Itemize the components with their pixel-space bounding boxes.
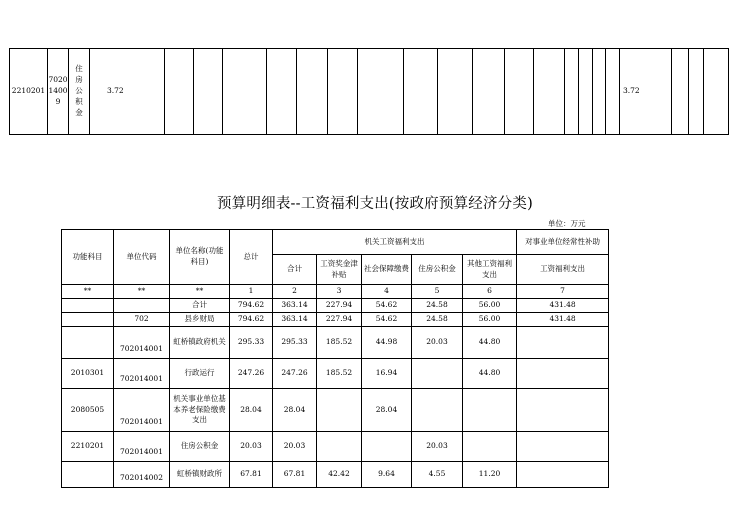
- table-row: 702 县乡财局 794.62 363.14 227.94 54.62 24.58 56.00 431.48: [62, 313, 609, 327]
- top-unit-code: 7020 1400 9: [48, 49, 69, 135]
- header-subsidy-group: 对事业单位经常性补助: [517, 230, 609, 255]
- table-row: 合计 794.62 363.14 227.94 54.62 24.58 56.00 431.48: [62, 299, 609, 313]
- header-subtotal: 合计: [273, 255, 317, 285]
- header-other-wage: 其他工资福利支出: [463, 255, 517, 285]
- header-unit-code: 单位代码: [114, 230, 170, 285]
- header-org-wage: 机关工资福利支出: [273, 230, 517, 255]
- budget-detail-table: [61, 229, 609, 488]
- header-wage-bonus: 工资奖金津补贴: [317, 255, 362, 285]
- header-func-subject: 功能科目: [62, 230, 114, 285]
- unit-label: 单位：万元: [548, 219, 586, 228]
- header-social-security: 社会保障缴费: [362, 255, 412, 285]
- page-title: 预算明细表--工资福利支出(按政府预算经济分类): [217, 196, 533, 212]
- table-row: 2080505 702014001 机关事业单位基本养老保险缴费支出 28.04 28.04 28.04: [62, 389, 609, 432]
- previous-page-table-fragment: [9, 48, 729, 135]
- top-table-row: [10, 49, 729, 135]
- header-row-1: [62, 230, 609, 255]
- table-row: 2010301 702014001 行政运行 247.26 247.26 185.52 16.94 44.80: [62, 359, 609, 389]
- top-unit-name: 住 房 公 积 金: [69, 49, 90, 135]
- header-unit-name: 单位名称(功能科目): [170, 230, 230, 285]
- header-wage-subsidy: 工资福利支出: [517, 255, 609, 285]
- top-func-code: 2210201: [10, 49, 48, 135]
- header-housing-fund: 住房公积金: [412, 255, 463, 285]
- top-total: 3.72: [90, 49, 165, 135]
- top-housing-fund: 3.72: [620, 49, 672, 135]
- header-total: 总计: [230, 230, 273, 285]
- table-row: 2210201 702014001 住房公积金 20.03 20.03 20.03: [62, 432, 609, 462]
- table-row: 702014001 虹桥镇政府机关 295.33 295.33 185.52 44.98 20.03 44.80: [62, 327, 609, 359]
- index-row: ** ** ** 1 2 3 4 5 6 7: [62, 285, 609, 299]
- table-row: 702014002 虹桥镇财政所 67.81 67.81 42.42 9.64 4.55 11.20: [62, 462, 609, 488]
